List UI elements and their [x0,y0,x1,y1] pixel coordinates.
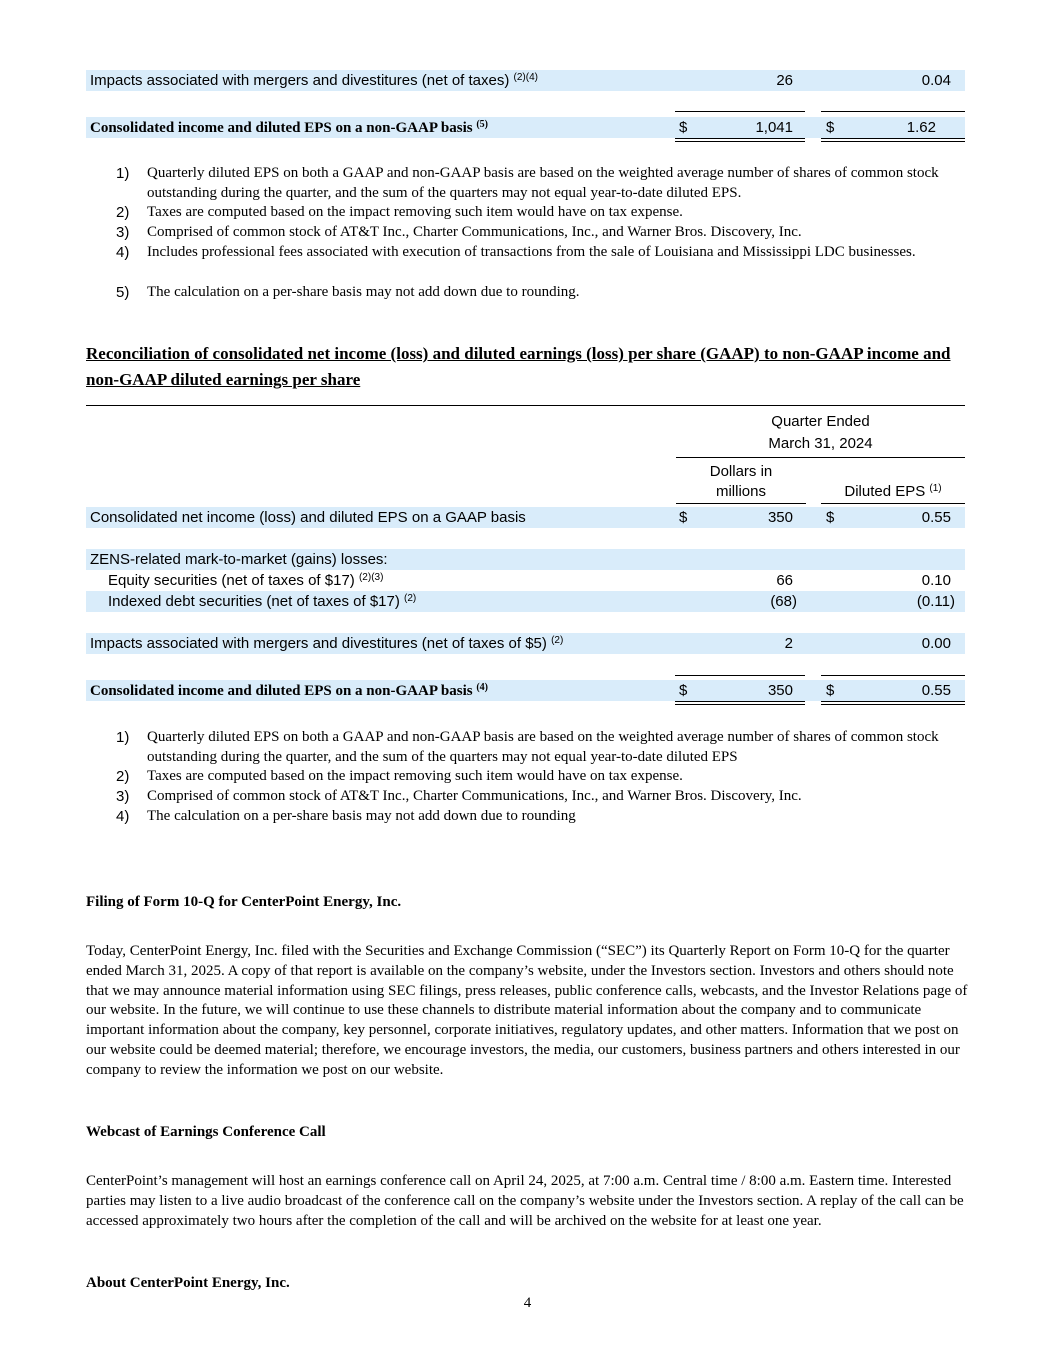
double-rule [675,701,805,705]
t2-row-nongaap-label: Consolidated income and diluted EPS on a non-GAAP basis $^{(4)}$ [90,682,489,699]
t2-dollar-sign: $ [826,682,835,699]
t1-row-mergers-label: Impacts associated with mergers and divestitures (net of taxes) $^{(2)(4)}$ [90,72,538,89]
page-number: 4 [523,1295,532,1311]
webcast-section-text: CenterPoint’s management will host an earnings conference call on April 24, 2025, at 7:00 a.m. Central time / 8:00 a.m. Eastern time. Interested parties may listen to a live audio broadcast of the conference call on the company’s website under the Investors section. A replay of the call can be accessed approximately two hours after the completion of the call and will be archived on the website for at least one year. [86,1173,964,1229]
t1-dollar-sign: $ [826,119,835,136]
t2-row-zens-label: ZENS-related mark-to-market (gains) losses: [90,551,388,568]
col-header-dollars: Dollars in millions [709,463,773,500]
t2-dollar-sign: $ [679,509,688,526]
t2-row-nongaap-amount: 350 [767,682,793,699]
t2-dollar-sign: $ [679,682,688,699]
t2-row-equity-eps: 0.10 [921,572,951,589]
t1-row-nongaap-label: Consolidated income and diluted EPS on a non-GAAP basis $^{(5)}$ [90,119,489,136]
t2-row-equity-amount: 66 [776,572,793,589]
rule [821,111,965,112]
t1-dollar-sign: $ [679,119,688,136]
t2-row-gaap-label: Consolidated net income (loss) and diluted EPS on a GAAP basis [90,509,526,526]
t2-row-mergers-label: Impacts associated with mergers and divestitures (net of taxes of $5) $^{(2)}$ [90,635,564,652]
t2-row-mergers-amount: 2 [784,635,793,652]
footnote: 3) Comprised of common stock of AT&T Inc., Charter Communications, Inc., and Warner Bros. Discovery, Inc. [116,788,802,805]
table2-heading: Reconciliation of consolidated net income (loss) and diluted earnings (loss) per share (GAAP) to non-GAAP income and non-GAAP diluted earnings per share [86,344,951,389]
footnote: 1) Quarterly diluted EPS on both a GAAP and non-GAAP basis are based on the weighted average number of shares of common stock outstanding during the quarter, and the sum of the quarters may not equal year-to-date diluted EPS. [116,165,939,201]
double-rule [821,138,965,142]
rule [676,457,965,458]
t1-row-nongaap-eps: 1.62 [906,119,936,136]
rule [676,503,806,504]
t2-dollar-sign: $ [826,509,835,526]
t1-row-mergers-amount: 26 [776,72,793,89]
t2-row-indexed-amount: (68) [770,593,797,610]
t1-row-nongaap-amount: 1,041 [755,119,793,136]
rule [86,405,965,406]
col-header-eps: Diluted EPS $^{(1)}$ [844,483,942,500]
footnote: 2) Taxes are computed based on the impact removing such item would have on tax expense. [116,204,683,221]
footnote: 3) Comprised of common stock of AT&T Inc., Charter Communications, Inc., and Warner Bros. Discovery, Inc. [116,224,802,241]
footnote: 2) Taxes are computed based on the impact removing such item would have on tax expense. [116,768,683,785]
period-header: Quarter Ended March 31, 2024 [768,413,873,452]
double-rule [675,138,805,142]
t2-row-nongaap-eps: 0.55 [921,682,951,699]
t2-row-equity-label: Equity securities (net of taxes of $17) $^{(2)(3)}$ [108,572,384,589]
t1-row-mergers-eps: 0.04 [921,72,951,89]
footnote: 1) Quarterly diluted EPS on both a GAAP and non-GAAP basis are based on the weighted average number of shares of common stock outstanding during the quarter, and the sum of the quarters may not equal year-to-date diluted EPS [116,729,939,765]
about-section-title: About CenterPoint Energy, Inc. [86,1275,290,1291]
footnote: 5) The calculation on a per-share basis may not add down due to rounding. [116,284,580,301]
footnote: 4) Includes professional fees associated with execution of transactions from the sale of Louisiana and Mississippi LDC businesses. [116,244,916,261]
rule [675,111,805,112]
rule [821,503,965,504]
filing-section-title: Filing of Form 10-Q for CenterPoint Energy, Inc. [86,894,402,910]
rule [675,675,805,676]
t2-row-mergers-eps: 0.00 [921,635,951,652]
t2-row-gaap-amount: 350 [767,509,793,526]
filing-section-text: Today, CenterPoint Energy, Inc. filed with the Securities and Exchange Commission (“SEC”) its Quarterly Report on Form 10-Q for the quarter ended March 31, 2025. A copy of that report is available on the company’s website, under the Investors section. Investors and others should note that we may announce material information using SEC filings, press releases, public conference calls, webcasts, and the Investor Relations page of our website. In the future, we will continue to use these channels to distribute material information about the company and to communicate important information about the company, key personnel, corporate initiatives, regulatory updates, and other matters. Information that we post on our website could be deemed material; therefore, we encourage investors, the media, our customers, business partners and others interested in our company to review the information we post on our website. [86,943,968,1078]
rule [821,675,965,676]
t2-row-indexed-label: Indexed debt securities (net of taxes of $17) $^{(2)}$ [108,593,417,610]
footnote: 4) The calculation on a per-share basis may not add down due to rounding [116,808,576,825]
webcast-section-title: Webcast of Earnings Conference Call [86,1124,326,1140]
double-rule [821,701,965,705]
t2-row-gaap-eps: 0.55 [921,509,951,526]
t2-row-indexed-eps: (0.11) [916,593,955,610]
